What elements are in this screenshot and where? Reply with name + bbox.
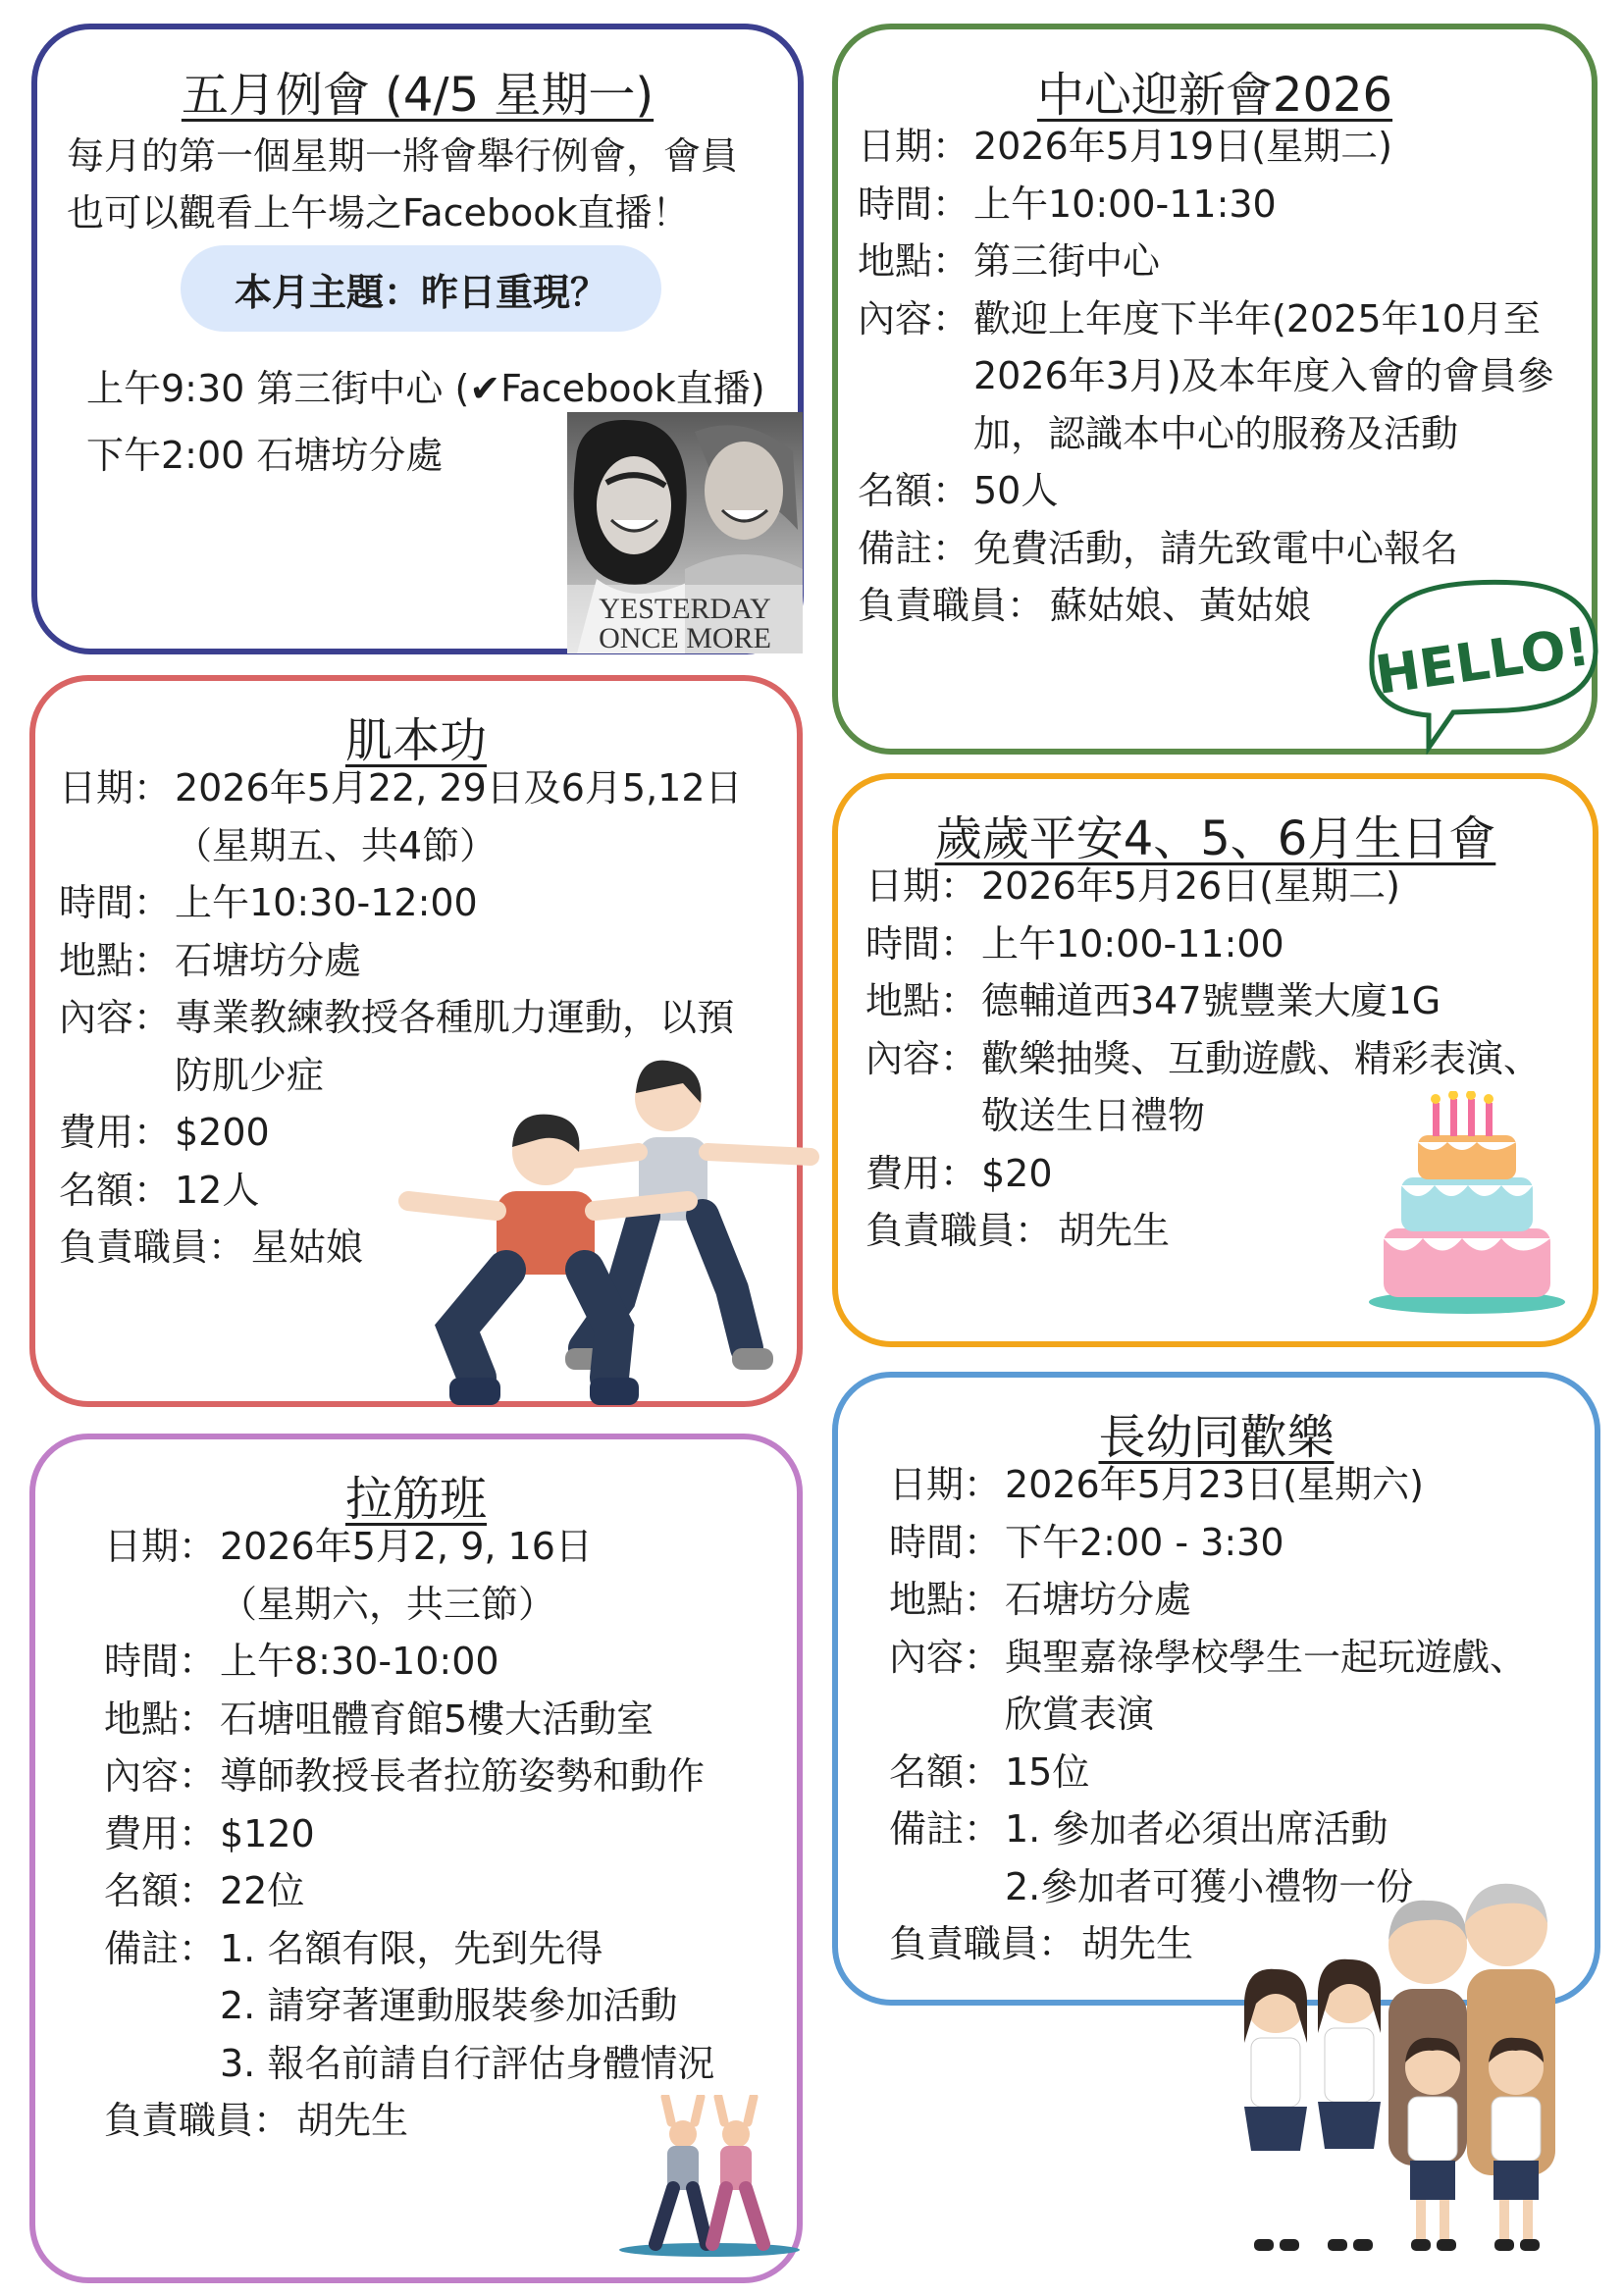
stretch-row-label: 費用： xyxy=(104,1811,217,1855)
welcome-row-label: 備註： xyxy=(858,526,970,570)
muscle-row-label: 負責職員： xyxy=(59,1226,246,1269)
intergen-row-value: 2026年5月23日(星期六) xyxy=(1005,1463,1424,1506)
exercise-people-illustration xyxy=(389,1054,820,1413)
birthday-row-value: $20 xyxy=(981,1151,1053,1195)
muscle-row-label: 名額： xyxy=(59,1168,172,1212)
stretch-row-value: （星期六，共三節） xyxy=(220,1582,556,1626)
stretch-row-value: 2026年5月2, 9, 16日 xyxy=(220,1525,593,1568)
muscle-row-label: 地點： xyxy=(59,938,172,982)
intergen-row-label: 負責職員： xyxy=(889,1922,1076,1965)
birthday-row-value: 歡樂抽獎、互動遊戲、精彩表演、 xyxy=(981,1036,1542,1080)
muscle-row-label: 內容： xyxy=(59,996,172,1039)
welcome-row-value: 2026年3月)及本年度入會的會員參 xyxy=(973,354,1554,397)
birthday-row-label: 內容： xyxy=(865,1036,978,1080)
stretch-row-label: 時間： xyxy=(104,1640,217,1683)
birthday-row-label: 時間： xyxy=(865,921,978,965)
intergen-row-label: 備註： xyxy=(889,1807,1002,1851)
stretch-row-value: 導師教授長者拉筋姿勢和動作 xyxy=(220,1754,706,1798)
birthday-row-value: 胡先生 xyxy=(1058,1209,1171,1252)
birthday-row-value: 敬送生日禮物 xyxy=(981,1094,1206,1137)
stretch-row-label: 地點： xyxy=(104,1696,217,1741)
intergen-row-label: 名額： xyxy=(889,1749,1002,1794)
welcome-row-label: 負責職員： xyxy=(858,584,1045,627)
birthday-row-label: 日期： xyxy=(865,864,978,908)
monthly-intro-line2: 也可以觀看上午場之Facebook直播！ xyxy=(67,191,690,235)
intergen-row-label: 內容： xyxy=(889,1635,1002,1679)
muscle-row-value: 專業教練教授各種肌力運動，以預 xyxy=(175,996,735,1039)
theme-pill xyxy=(181,245,661,332)
intergen-row-label: 日期： xyxy=(889,1463,1002,1506)
welcome-title: 中心迎新會2026 xyxy=(1036,68,1393,123)
intergen-row-value: 欣賞表演 xyxy=(1005,1693,1155,1736)
stretch-row-value: 22位 xyxy=(220,1869,305,1912)
welcome-row-value: 2026年5月19日(星期二) xyxy=(973,125,1392,168)
theme-text: 本月主題：昨日重現？ xyxy=(234,270,607,314)
welcome-row-label: 日期： xyxy=(858,125,970,168)
intergen-title: 長幼同歡樂 xyxy=(1098,1410,1335,1465)
muscle-row-value: 上午10:30-12:00 xyxy=(175,881,478,924)
welcome-row-value: 上午10:00-11:30 xyxy=(973,182,1277,226)
muscle-row-label: 時間： xyxy=(59,881,172,924)
stretch-title: 拉筋班 xyxy=(344,1472,487,1527)
welcome-row-value: 歡迎上年度下半年(2025年10月至 xyxy=(973,296,1541,340)
welcome-row-value: 50人 xyxy=(973,469,1059,512)
stretch-row-label: 內容： xyxy=(104,1754,217,1798)
intergen-row-value: 胡先生 xyxy=(1081,1922,1194,1965)
intergen-row-value: 與聖嘉祿學校學生一起玩遊戲、 xyxy=(1005,1635,1528,1679)
birthday-row-label: 費用： xyxy=(865,1151,978,1195)
birthday-row-label: 地點： xyxy=(865,979,978,1022)
session-morning: 上午9:30 第三街中心 (✔Facebook直播) xyxy=(86,367,765,410)
welcome-row-label: 內容： xyxy=(858,296,970,340)
intergen-row-label: 時間： xyxy=(889,1520,1002,1564)
monthly-intro-line1: 每月的第一個星期一將會舉行例會，會員 xyxy=(67,134,739,178)
stretch-row-value: 3. 報名前請自行評估身體情況 xyxy=(220,2041,715,2085)
intergen-row-value: 15位 xyxy=(1005,1749,1090,1794)
intergen-row-value: 石塘坊分處 xyxy=(1005,1578,1192,1621)
muscle-row-value: （星期五、共4節） xyxy=(175,823,498,867)
birthday-cake-illustration xyxy=(1364,1091,1570,1317)
poster-line1: YESTERDAY xyxy=(599,593,771,625)
welcome-row-value: 加，認識本中心的服務及活動 xyxy=(973,411,1459,455)
stretching-people-illustration xyxy=(616,2095,803,2257)
welcome-row-value: 第三街中心 xyxy=(973,239,1161,283)
muscle-row-value: 石塘坊分處 xyxy=(175,938,362,982)
muscle-row-value: 2026年5月22, 29日及6月5,12日 xyxy=(175,766,743,809)
hello-text: HELLO! xyxy=(1371,615,1595,706)
muscle-row-value: $200 xyxy=(175,1111,270,1154)
monthly-meeting-title: 五月例會 (4/5 星期一) xyxy=(181,68,655,123)
muscle-row-label: 費用： xyxy=(59,1111,172,1154)
muscle-row-value: 星姑娘 xyxy=(251,1226,364,1269)
stretch-row-label: 負責職員： xyxy=(104,2099,291,2142)
poster-line2: ONCE MORE xyxy=(599,622,771,653)
stretch-row-label: 備註： xyxy=(104,1926,217,1970)
muscle-row-label: 日期： xyxy=(59,766,172,809)
birthday-row-label: 負責職員： xyxy=(865,1209,1053,1252)
welcome-row-label: 名額： xyxy=(858,469,970,512)
intergen-row-value: 下午2:00 - 3:30 xyxy=(1005,1520,1284,1564)
welcome-row-label: 地點： xyxy=(858,239,970,283)
stretch-row-value: 2. 請穿著運動服裝參加活動 xyxy=(220,1984,678,2027)
intergen-row-value: 1. 參加者必須出席活動 xyxy=(1005,1807,1388,1851)
intergen-row-value: 2.參加者可獲小禮物一份 xyxy=(1005,1864,1414,1908)
stretch-row-value: $120 xyxy=(220,1811,315,1855)
birthday-title: 歲歲平安4、5、6月生日會 xyxy=(934,811,1496,866)
stretch-row-label: 名額： xyxy=(104,1869,217,1912)
welcome-row-value: 免費活動，請先致電中心報名 xyxy=(973,526,1459,570)
family-students-illustration xyxy=(1227,1876,1590,2264)
stretch-row-value: 上午8:30-10:00 xyxy=(220,1640,499,1683)
birthday-row-value: 德輔道西347號豐業大廈1G xyxy=(981,979,1441,1022)
birthday-row-value: 2026年5月26日(星期二) xyxy=(981,864,1400,908)
yesterday-once-more-poster xyxy=(567,412,803,653)
hello-speech-bubble xyxy=(1360,573,1605,755)
muscle-row-value: 12人 xyxy=(175,1168,260,1212)
stretch-row-value: 胡先生 xyxy=(296,2099,409,2142)
intergen-row-label: 地點： xyxy=(889,1578,1002,1621)
welcome-row-value: 蘇姑娘、黃姑娘 xyxy=(1050,584,1312,627)
muscle-row-value: 防肌少症 xyxy=(175,1053,325,1097)
muscle-title: 肌本功 xyxy=(344,713,487,768)
stretch-row-label: 日期： xyxy=(104,1525,217,1568)
stretch-row-value: 石塘咀體育館5樓大活動室 xyxy=(220,1696,655,1741)
welcome-row-label: 時間： xyxy=(858,182,970,226)
birthday-row-value: 上午10:00-11:00 xyxy=(981,921,1284,965)
session-afternoon: 下午2:00 石塘坊分處 xyxy=(86,434,444,477)
stretch-row-value: 1. 名額有限，先到先得 xyxy=(220,1926,603,1970)
